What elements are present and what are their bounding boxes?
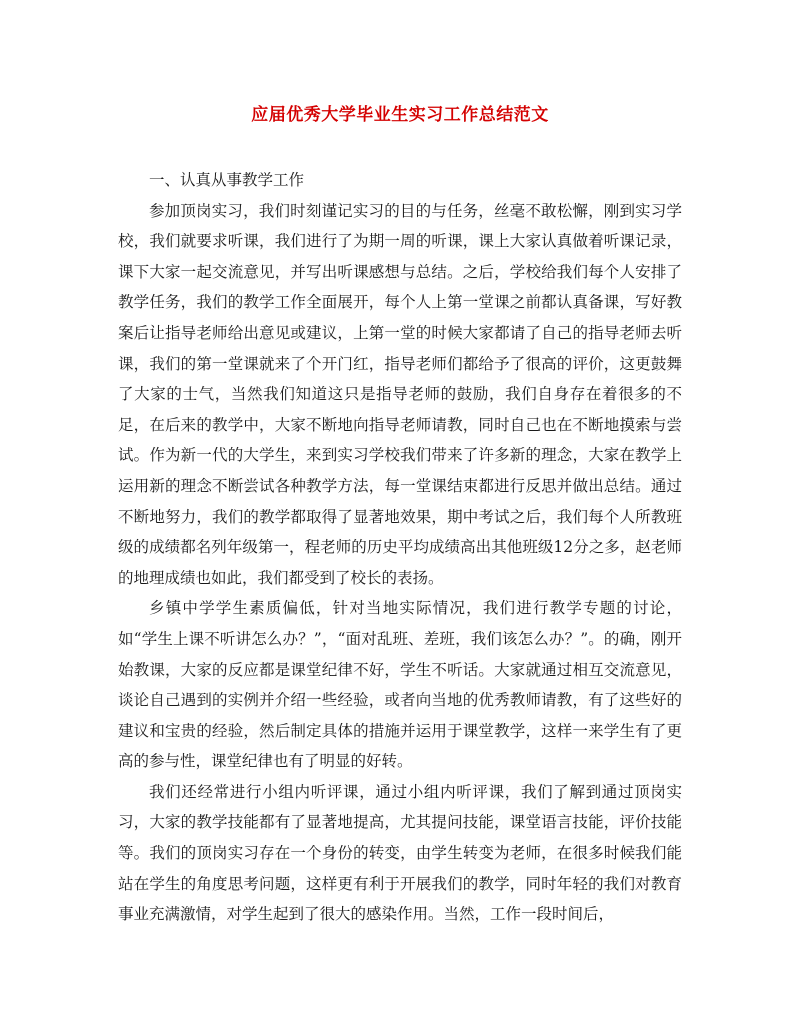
section-heading: 一、认真从事教学工作	[149, 171, 305, 189]
paragraph-3: 我们还经常进行小组内听评课，通过小组内听评课，我们了解到通过顶岗实习，大家的教学技能都有了显著地提高，尤其提问技能，课堂语言技能，评价技能等。我们的顶岗实习存在一个身份的转变，由学生转变为老师，在很多时候我们能站在学生的角度思考问题，这样更有利于开展我们的教学，同时年轻的我们对教育事业充满激情，对学生起到了很大的感染作用。当然，工作一段时间后，	[118, 782, 682, 924]
paragraph-2: 乡镇中学学生素质偏低，针对当地实际情况，我们进行教学专题的讨论，如“学生上课不听讲怎么办？”，“面对乱班、差班，我们该怎么办？”。的确，刚开始教课，大家的反应都是课堂纪律不好，学生不听话。大家就通过相互交流意见，谈论自己遇到的实例并介绍一些经验，或者向当地的优秀教师请教，有了这些好的建议和宝贵的经验，然后制定具体的措施并运用于课堂教学，这样一来学生有了更高的参与性，课堂纪律也有了明显的好转。	[118, 599, 682, 771]
document-title: 应届优秀大学毕业生实习工作总结范文	[251, 105, 549, 125]
document-body	[118, 165, 682, 930]
paragraph-1: 参加顶岗实习，我们时刻谨记实习的目的与任务，丝毫不敢松懈，刚到实习学校，我们就要求听课，我们进行了为期一周的听课，课上大家认真做着听课记录，课下大家一起交流意见，并写出听课感想与总结。之后，学校给我们每个人安排了教学任务，我们的教学工作全面展开，每个人上第一堂课之前都认真备课，写好教案后让指导老师给出意见或建议，上第一堂的时候大家都请了自己的指导老师去听课，我们的第一堂课就来了个开门红，指导老师们都给予了很高的评价，这更鼓舞了大家的士气，当然我们知道这只是指导老师的鼓励，我们自身存在着很多的不足，在后来的教学中，大家不断地向指导老师请教，同时自己也在不断地摸索与尝试。作为新一代的大学生，来到实习学校我们带来了许多新的理念，大家在教学上运用新的理念不断尝试各种教学方法，每一堂课结束都进行反思并做出总结。通过不断地努力，我们的教学都取得了显著地效果，期中考试之后，我们每个人所教班级的成绩都名列年级第一，程老师的历史平均成绩高出其他班级12分之多，赵老师的地理成绩也如此，我们都受到了校长的表扬。	[118, 201, 682, 587]
